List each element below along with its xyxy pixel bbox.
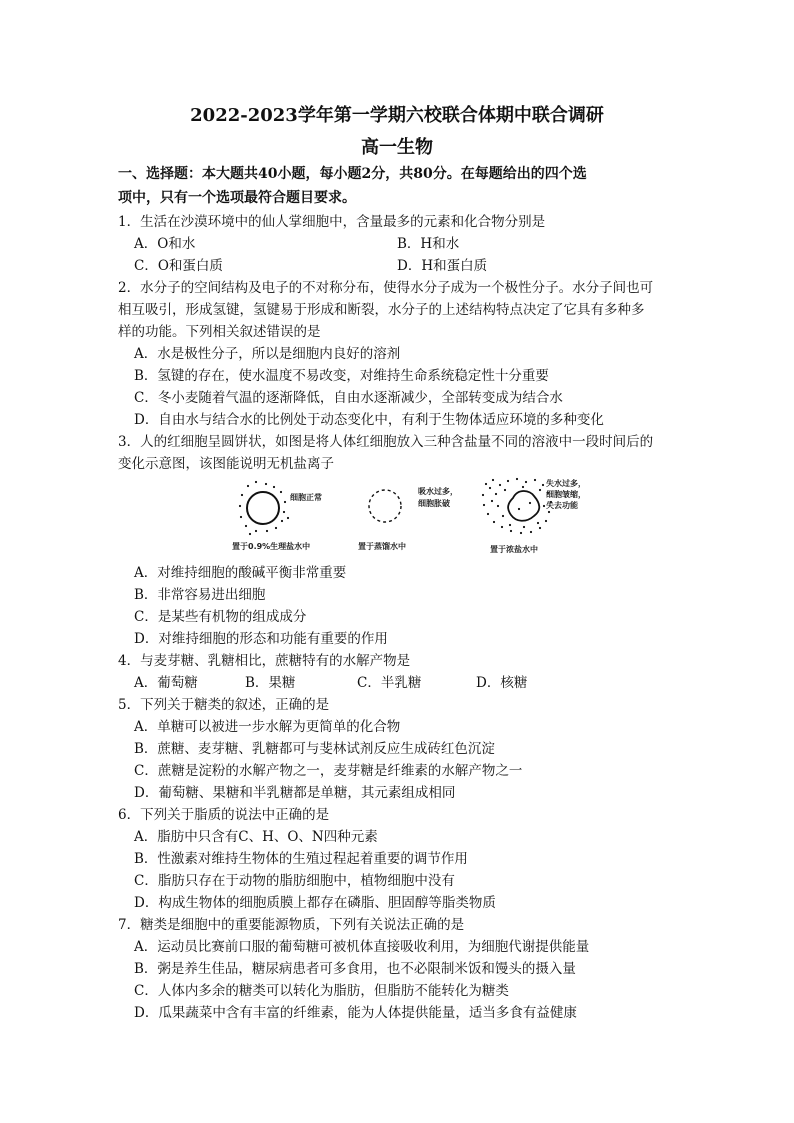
label-shrunk-2: 细胞皱缩， (546, 490, 586, 499)
burst-cell-figure (358, 486, 458, 551)
question-2-stem-line-1: 2．水分子的空间结构及电子的不对称分布，使得水分子成为一个极性分子。水分子间也可 (118, 280, 654, 296)
question-2-option-a: A．水是极性分子，所以是细胞内良好的溶剂 (134, 346, 401, 362)
normal-cell (247, 492, 279, 524)
question-1-stem: 1．生活在沙漠环境中的仙人掌细胞中，含量最多的元素和化合物分别是 (118, 214, 546, 230)
question-7-option-d: D．瓜果蔬菜中含有丰富的纤维素，能为人体提供能量，适当多食有益健康 (134, 1005, 577, 1021)
question-2-option-d: D．自由水与结合水的比例处于动态变化中，有利于生物体适应环境的多种变化 (134, 412, 604, 428)
label-shrunk-1: 失水过多， (546, 479, 586, 488)
question-4-option-b: B．果糖 (245, 675, 296, 691)
question-5-option-a: A．单糖可以被进一步水解为更简单的化合物 (134, 719, 401, 735)
question-4-option-d: D．核糖 (476, 675, 528, 691)
burst-cell (369, 490, 401, 522)
section-heading-line-2: 项中，只有一个选项最符合题目要求。 (118, 190, 356, 206)
question-2-stem-line-2: 相互吸引，形成氢键，氢键易于形成和断裂，水分子的上述结构特点决定了它具有多种多 (118, 302, 645, 318)
question-6-option-c: C．脂肪只存在于动物的脂肪细胞中，植物细胞中没有 (134, 873, 455, 889)
question-3-stem-line-2: 变化示意图，该图能说明无机盐离子 (118, 456, 334, 472)
question-7-option-b: B．粥是养生佳品，糖尿病患者可多食用，也不必限制米饭和馒头的摄入量 (134, 961, 576, 977)
question-7-option-a: A．运动员比赛前口服的葡萄糖可被机体直接吸收利用，为细胞代谢提供能量 (134, 939, 590, 955)
question-2-option-b: B．氢键的存在，使水温度不易改变，对维持生命系统稳定性十分重要 (134, 368, 549, 384)
normal-cell-figure (232, 481, 322, 551)
question-2-stem-line-3: 样的功能。下列相关叙述错误的是 (118, 324, 321, 340)
question-3-option-b: B．非常容易进出细胞 (134, 587, 266, 603)
question-2-option-c: C．冬小麦随着气温的逐渐降低，自由水逐渐减少，全部转变成为结合水 (134, 390, 563, 406)
label-shrunk-3: 失去功能 (546, 501, 578, 510)
question-6-option-b: B．性激素对维持生物体的生殖过程起着重要的调节作用 (134, 851, 468, 867)
label-normal: 细胞正常 (290, 493, 322, 502)
label-burst-2: 细胞胀破 (418, 499, 450, 508)
salt-particles-3 (482, 478, 552, 534)
question-4-option-c: C．半乳糖 (357, 675, 422, 691)
question-1-option-b: B．H和水 (397, 236, 460, 252)
shrunk-cell (508, 491, 539, 521)
question-3-option-c: C．是某些有机物的组成成分 (134, 609, 307, 625)
question-1-option-c: C．O和蛋白质 (134, 258, 223, 274)
question-6-option-d: D．构成生物体的细胞质膜上都存在磷脂、胆固醇等脂类物质 (134, 895, 496, 911)
caption-distilled-water: 置于蒸馏水中 (358, 542, 406, 551)
exam-subject: 高一生物 (361, 137, 433, 158)
question-5-option-c: C．蔗糖是淀粉的水解产物之一，麦芽糖是纤维素的水解产物之一 (134, 763, 523, 779)
question-3-option-a: A．对维持细胞的酸碱平衡非常重要 (134, 565, 347, 581)
shrunk-cell-figure (482, 478, 586, 554)
question-4-option-a: A．葡萄糖 (134, 675, 198, 691)
question-5-option-b: B．蔗糖、麦芽糖、乳糖都可与斐林试剂反应生成砖红色沉淀 (134, 741, 495, 757)
caption-saline: 置于0.9%生理盐水中 (232, 542, 311, 551)
question-1-option-a: A．O和水 (134, 236, 196, 252)
question-3-option-d: D．对维持细胞的形态和功能有重要的作用 (134, 631, 388, 647)
question-6-stem: 6．下列关于脂质的说法中正确的是 (118, 807, 330, 823)
question-7-stem: 7．糖类是细胞中的重要能源物质，下列有关说法正确的是 (118, 917, 465, 933)
question-5-stem: 5．下列关于糖类的叙述，正确的是 (118, 697, 330, 713)
exam-title: 2022-2023学年第一学期六校联合体期中联合调研 (190, 105, 604, 126)
caption-brine: 置于浓盐水中 (490, 545, 538, 554)
question-1-option-d: D．H和蛋白质 (397, 258, 488, 274)
question-6-option-a: A．脂肪中只含有C、H、O、N四种元素 (134, 829, 378, 845)
question-4-stem: 4．与麦芽糖、乳糖相比，蔗糖特有的水解产物是 (118, 653, 411, 669)
label-burst-1: 吸水过多， (418, 487, 458, 496)
question-5-option-d: D．葡萄糖、果糖和半乳糖都是单糖，其元素组成相同 (134, 785, 456, 801)
question-7-option-c: C．人体内多余的糖类可以转化为脂肪，但脂肪不能转化为糖类 (134, 983, 509, 999)
red-blood-cell-diagram (228, 476, 598, 558)
section-heading-line-1: 一、选择题：本大题共40小题，每小题2分，共80分。在每题给出的四个选 (118, 166, 587, 182)
question-3-stem-line-1: 3．人的红细胞呈圆饼状，如图是将人体红细胞放入三种含盐量不同的溶液中一段时间后的 (118, 434, 654, 450)
